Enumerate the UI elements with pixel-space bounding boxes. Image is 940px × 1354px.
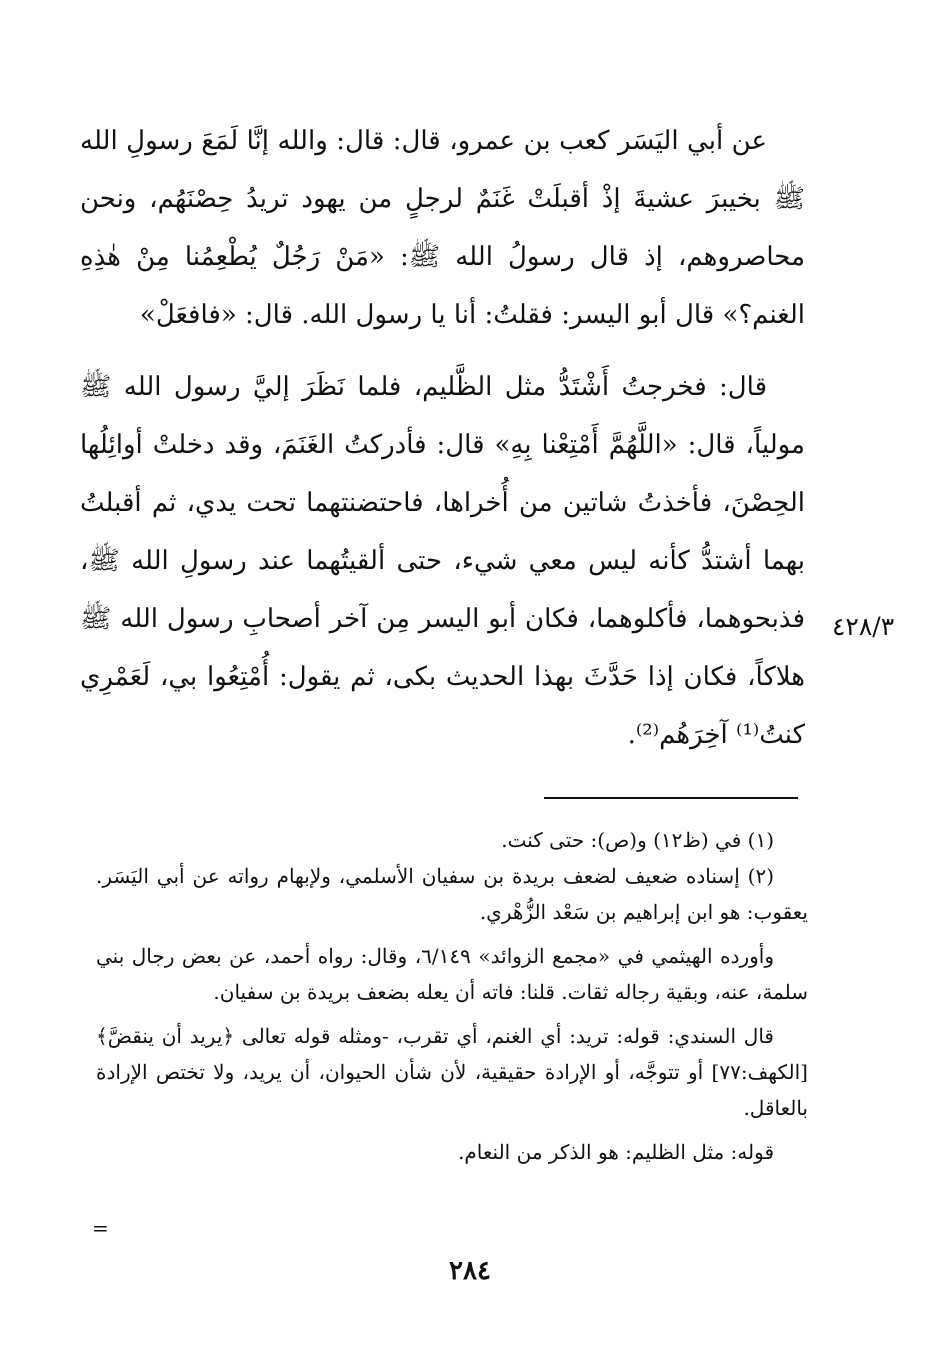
footnote-1: (١) في (ظ١٢) و(ص): حتى كنت. bbox=[501, 828, 774, 852]
footnote-2-paragraph-2: وأورده الهيثمي في «مجمع الزوائد» ٦/١٤٩، وقال: رواه أحمد، عن بعض رجال بني سلمة، عنه، وبقية رجاله ثقات. قلنا: فاته أن يعله بضعف بريدة بن سفيان. bbox=[96, 944, 808, 1004]
hadith-paragraph-2: قال: فخرجتُ أَشْتَدُّ مثل الظَّليم، فلما نَظَرَ إليَّ رسول الله ﷺ مولياً، قال: «اللَّهُمَّ أَمْتِعْنا بِهِ» قال: فأدركتُ الغَنَمَ، وقد دخلتْ أوائِلُها الحِصْنَ، فأخذتُ شاتين من أُخراها، فاحتضنتهما تحت يدي، ثم أقبلتُ بهما أشتدُّ كأنه ليس معي شيء، حتى ألقيتُهما عند رسولِ الله ﷺ، فذبحوهما، فأكلوهما، فكان أبو اليسر مِن آخر أصحابِ رسول الله ﷺ هلاكاً، فكان إذا حَدَّثَ بهذا الحديث بكى، ثم يقول: أُمْتِعُوا بي، لَعَمْرِي كنتُ⁽¹⁾ آخِرَهُم⁽²⁾. bbox=[80, 372, 805, 750]
footnote-2-paragraph-4: قوله: مثل الظليم: هو الذكر من النعام. bbox=[458, 1140, 774, 1164]
footnote-2: (٢) إسناده ضعيف لضعف بريدة بن سفيان الأسلمي، ولإبهام رواته عن أبي اليَسَر. يعقوب: هو ابن إبراهيم بن سَعْد الزُّهْري. bbox=[96, 864, 808, 924]
footnotes-block bbox=[96, 822, 808, 1170]
main-text-block bbox=[80, 112, 805, 764]
continuation-mark: = bbox=[92, 1216, 109, 1240]
footnote-separator bbox=[544, 797, 798, 799]
hadith-paragraph-1: عن أبي اليَسَر كعب بن عمرو، قال: قال: والله إنَّا لَمَعَ رسولِ الله ﷺ بخيبرَ عشيةَ إذْ أقبلَتْ غَنَمٌ لرجلٍ من يهود تريدُ حِصْنَهُم، ونحن محاصروهم، إذ قال رسولُ الله ﷺ: «مَنْ رَجُلٌ يُطْعِمُنا مِنْ هٰذِهِ الغنم؟» قال أبو اليسر: فقلتُ: أنا يا رسول الله. قال: «فافعَلْ» bbox=[80, 126, 805, 330]
footnote-2-paragraph-3: قال السندي: قوله: تريد: أي الغنم، أي تقرب، -ومثله قوله تعالى ﴿يريد أن ينقضَّ﴾ [الكهف:٧٧] أو تتوجَّه، أو الإرادة حقيقية، لأن شأن الحيوان، أن يريد، ولا تختص الإرادة بالعاقل. bbox=[96, 1024, 808, 1120]
page-number: ٢٨٤ bbox=[449, 1256, 491, 1286]
margin-reference: ٤٢٨/٣ bbox=[832, 612, 895, 641]
